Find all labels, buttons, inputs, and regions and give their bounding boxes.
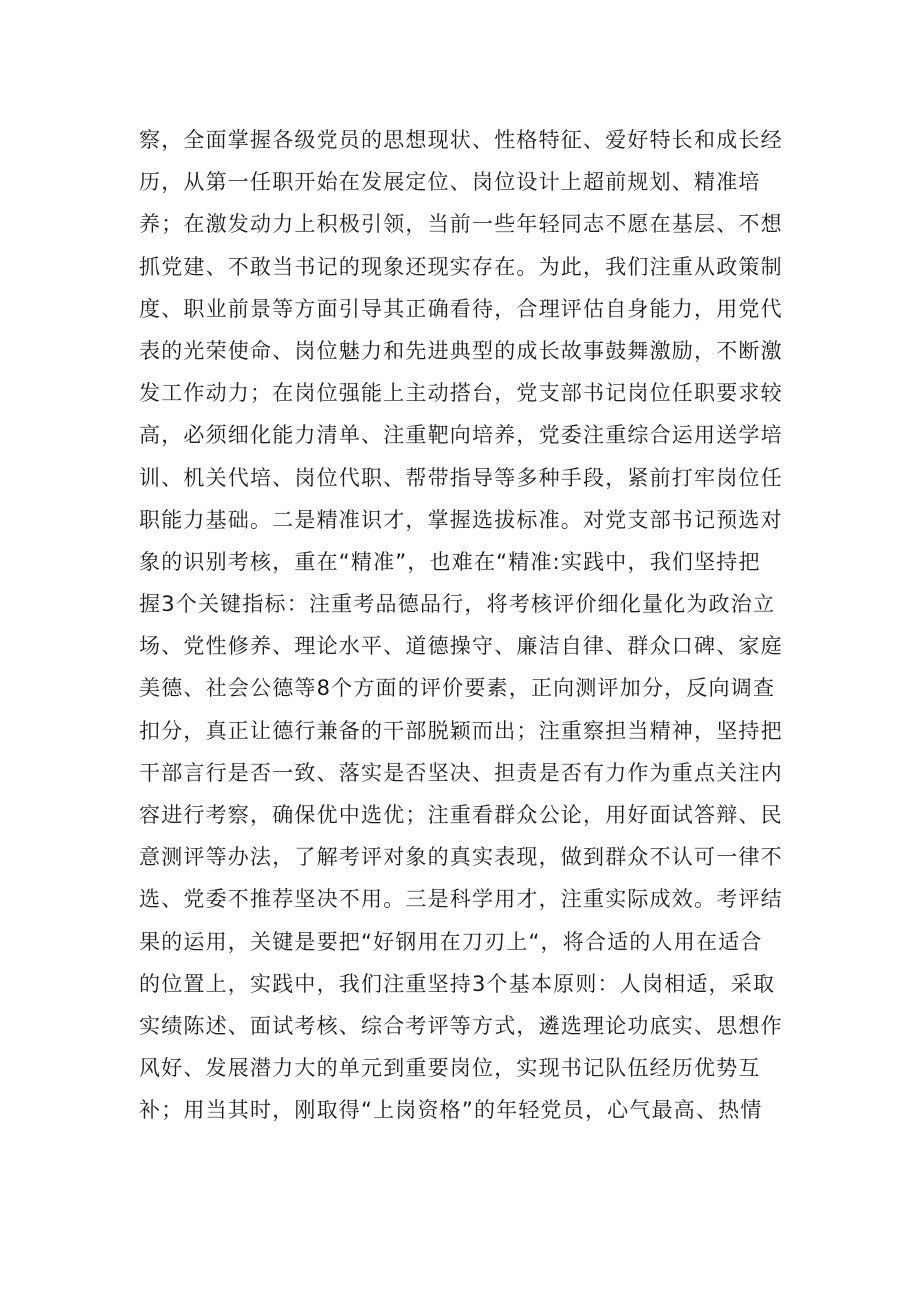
body-text [139, 119, 783, 1132]
text-line: 风好、发展潜力大的单元到重要岗位，实现书记队伍经历优势互 [139, 1056, 761, 1081]
text-line: 度、职业前景等方面引导其正确看待，合理评估自身能力，用党代 [139, 296, 783, 321]
text-line: 训、机关代培、岗位代职、帮带指导等多种手段，紧前打牢岗位任 [139, 465, 783, 490]
text-line: 察，全面掌握各级党员的思想现状、性格特征、爱好特长和成长经 [139, 128, 783, 152]
text-line: 容进行考察，确保优中选优；注重看群众公论，用好面试答辩、民 [139, 803, 783, 827]
text-line: 意测评等办法，了解考评对象的真实表现，做到群众不认可一律不 [139, 845, 783, 870]
text-line: 果的运用，关键是要把“好钢用在刀刃上“，将合适的人用在适合 [139, 929, 763, 954]
text-line: 补；用当其时，刚取得“上岗资格”的年轻党员，心气最高、热情 [139, 1098, 763, 1123]
text-line: 抓党建、不敢当书记的现象还现实存在。为此，我们注重从政策制 [139, 254, 783, 279]
text-line: 选、党委不推荐坚决不用。三是科学用才，注重实际成效。考评结 [139, 887, 783, 912]
text-line: 高，必须细化能力清单、注重靶向培养，党委注重综合运用送学培 [139, 423, 783, 448]
text-line: 干部言行是否一致、落实是否坚决、担责是否有力作为重点关注内 [139, 760, 783, 785]
text-line: 扣分，真正让德行兼备的干部脱颖而出；注重察担当精神，坚持把 [139, 718, 783, 743]
text-line: 握3个关键指标：注重考品德品行，将考核评价细化量化为政治立 [139, 592, 776, 617]
text-line: 养；在激发动力上积极引领，当前一些年轻同志不愿在基层、不想 [139, 212, 783, 237]
text-line: 实绩陈述、面试考核、综合考评等方式，遴选理论功底实、思想作 [139, 1013, 783, 1038]
text-line: 场、党性修养、理论水平、道德操守、廉洁自律、群众口碑、家庭 [139, 634, 783, 659]
text-line: 历，从第一任职开始在发展定位、岗位设计上超前规划、精准培 [139, 170, 761, 195]
text-line: 表的光荣使命、岗位魅力和先进典型的成长故事鼓舞激励，不断激 [139, 338, 783, 363]
text-line: 的位置上，实践中，我们注重坚持3个基本原则：人岗相适，采取 [139, 971, 776, 996]
text-line: 象的识别考核，重在“精准”，也难在“精准:实践中，我们坚持把 [139, 549, 761, 574]
text-line: 发工作动力；在岗位强能上主动搭台，党支部书记岗位任职要求较 [139, 381, 783, 406]
text-line: 职能力基础。二是精准识才，掌握选拔标准。对党支部书记预选对 [139, 507, 783, 532]
text-line: 美德、社会公德等8个方面的评价要素，正向测评加分，反向调查 [139, 676, 776, 701]
